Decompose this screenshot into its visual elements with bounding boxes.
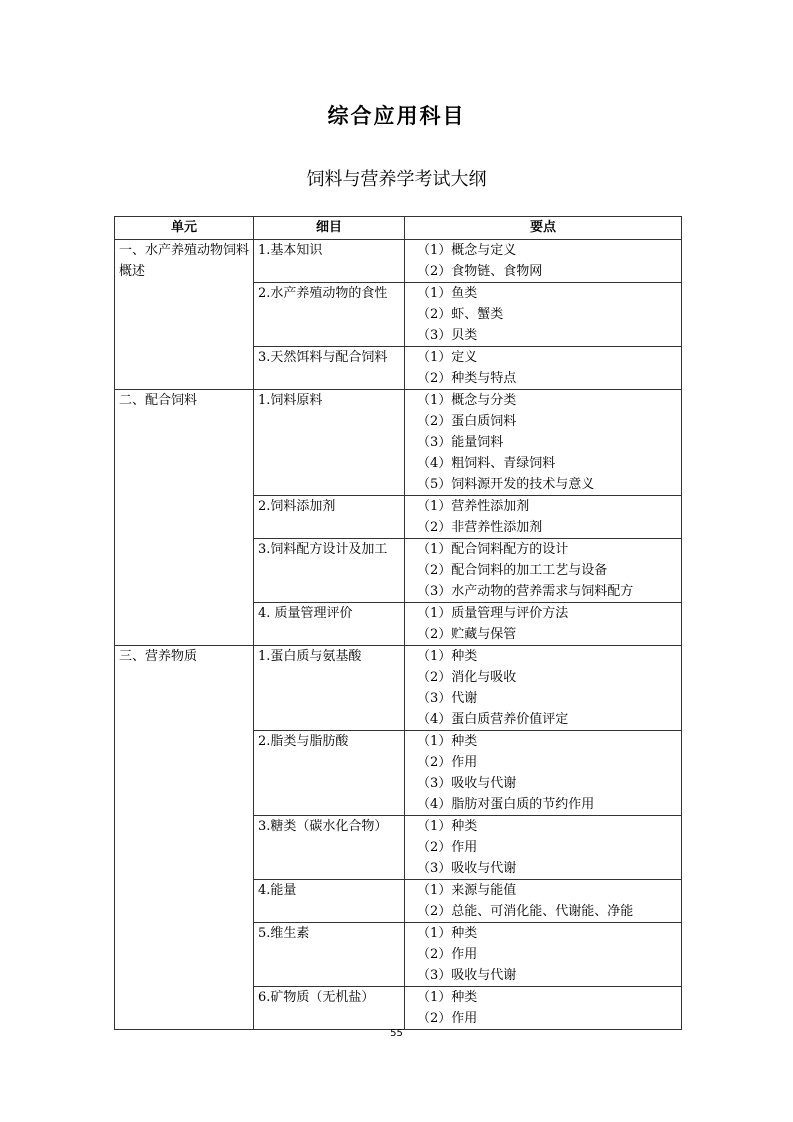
item-label: 3.饲料配方设计及加工 <box>258 542 388 557</box>
points-cell <box>405 347 682 390</box>
point-item: （2）非营养性添加剂 <box>417 520 543 535</box>
item-label: 2.水产养殖动物的食性 <box>258 286 388 301</box>
points-cell <box>405 987 682 1030</box>
point-item: （1）概念与定义 <box>417 243 517 258</box>
points-cell <box>405 923 682 987</box>
point-item: （2）配合饲料的加工工艺与设备 <box>417 563 608 578</box>
item-cell <box>254 646 405 731</box>
item-cell <box>254 496 405 539</box>
points-cell <box>405 731 682 816</box>
unit-label: 一、水产养殖动物饲料概述 <box>119 243 250 279</box>
item-cell <box>254 816 405 880</box>
points-cell <box>405 496 682 539</box>
points-cell <box>405 283 682 347</box>
point-item: （1）种类 <box>417 649 478 664</box>
point-item: （2）种类与特点 <box>417 371 517 386</box>
point-item: （1）来源与能值 <box>417 883 517 898</box>
unit-label: 三、营养物质 <box>119 649 198 664</box>
point-item: （1）质量管理与评价方法 <box>417 606 569 621</box>
point-item: （1）配合饲料配方的设计 <box>417 542 569 557</box>
item-cell <box>254 923 405 987</box>
item-label: 6.矿物质（无机盐） <box>258 990 375 1005</box>
item-cell <box>254 390 405 496</box>
syllabus-table <box>114 216 682 1030</box>
item-cell <box>254 603 405 646</box>
item-label: 3.天然饵料与配合饲料 <box>258 350 388 365</box>
point-item: （4）粗饲料、青绿饲料 <box>417 456 556 471</box>
unit-cell <box>115 240 254 390</box>
point-item: （2）总能、可消化能、代谢能、净能 <box>417 904 634 919</box>
point-item: （4）蛋白质营养价值评定 <box>417 712 569 727</box>
points-cell <box>405 539 682 603</box>
item-cell <box>254 539 405 603</box>
item-label: 4. 质量管理评价 <box>258 606 353 621</box>
item-label: 4.能量 <box>258 883 297 898</box>
point-item: （3）能量饲料 <box>417 435 504 450</box>
point-item: （3）吸收与代谢 <box>417 776 517 791</box>
table-header-row <box>115 217 682 240</box>
point-item: （2）食物链、食物网 <box>417 264 543 279</box>
point-item: （1）种类 <box>417 734 478 749</box>
item-cell <box>254 240 405 283</box>
page-number: 55 <box>390 1028 403 1039</box>
points-cell <box>405 390 682 496</box>
point-item: （1）鱼类 <box>417 286 478 301</box>
item-cell <box>254 880 405 923</box>
point-item: （2）作用 <box>417 947 478 962</box>
point-item: （1）概念与分类 <box>417 393 517 408</box>
item-cell <box>254 347 405 390</box>
item-cell <box>254 987 405 1030</box>
item-label: 5.维生素 <box>258 926 310 941</box>
point-item: （3）代谢 <box>417 691 478 706</box>
table-row <box>115 240 682 283</box>
point-item: （1）定义 <box>417 350 478 365</box>
unit-cell <box>115 390 254 646</box>
point-item: （2）贮藏与保管 <box>417 627 517 642</box>
item-label: 1.蛋白质与氨基酸 <box>258 649 362 664</box>
point-item: （2）作用 <box>417 840 478 855</box>
unit-cell <box>115 646 254 1030</box>
point-item: （3）水产动物的营养需求与饲料配方 <box>417 584 634 599</box>
point-item: （1）种类 <box>417 990 478 1005</box>
header-points: 要点 <box>405 217 682 240</box>
point-item: （3）吸收与代谢 <box>417 968 517 983</box>
point-item: （2）消化与吸收 <box>417 670 517 685</box>
table-row <box>115 646 682 731</box>
table-row <box>115 390 682 496</box>
point-item: （2）虾、蟹类 <box>417 307 504 322</box>
item-label: 3.糖类（碳水化合物） <box>258 819 388 834</box>
item-label: 2.饲料添加剂 <box>258 499 336 514</box>
points-cell <box>405 816 682 880</box>
point-item: （2）作用 <box>417 1011 478 1026</box>
item-label: 2.脂类与脂肪酸 <box>258 734 349 749</box>
page-subtitle: 饲料与营养学考试大纲 <box>306 169 487 190</box>
points-cell <box>405 240 682 283</box>
item-label: 1.饲料原料 <box>258 393 323 408</box>
points-cell <box>405 646 682 731</box>
points-cell <box>405 603 682 646</box>
point-item: （1）种类 <box>417 926 478 941</box>
point-item: （3）贝类 <box>417 328 478 343</box>
point-item: （2）蛋白质饲料 <box>417 414 517 429</box>
point-item: （4）脂肪对蛋白质的节约作用 <box>417 797 595 812</box>
header-item: 细目 <box>254 217 405 240</box>
points-cell <box>405 880 682 923</box>
point-item: （1）营养性添加剂 <box>417 499 530 514</box>
header-unit: 单元 <box>115 217 254 240</box>
point-item: （3）吸收与代谢 <box>417 861 517 876</box>
item-label: 1.基本知识 <box>258 243 323 258</box>
point-item: （1）种类 <box>417 819 478 834</box>
page-title: 综合应用科目 <box>327 104 466 128</box>
item-cell <box>254 283 405 347</box>
point-item: （2）作用 <box>417 755 478 770</box>
item-cell <box>254 731 405 816</box>
unit-label: 二、配合饲料 <box>119 393 198 408</box>
point-item: （5）饲料源开发的技术与意义 <box>417 477 595 492</box>
